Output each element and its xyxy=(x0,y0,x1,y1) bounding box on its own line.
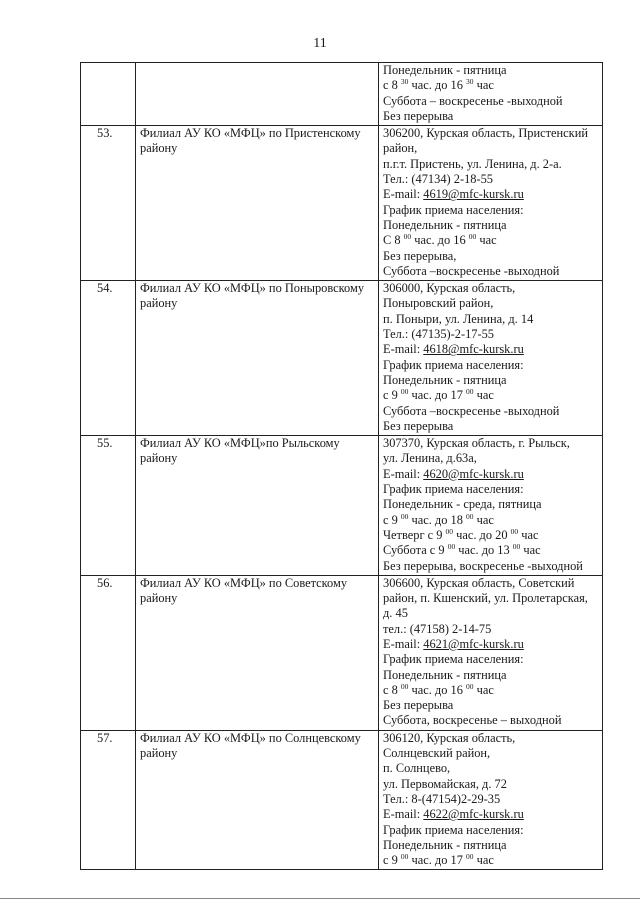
info-text: с 8 xyxy=(383,682,401,697)
branch-name: Филиал АУ КО «МФЦ» по Поныровскому району xyxy=(136,281,379,436)
info-line xyxy=(383,559,599,574)
table-row xyxy=(81,63,603,126)
info-line xyxy=(383,218,599,233)
page-number: 11 xyxy=(313,36,327,51)
info-text: п.г.т. Пристень, ул. Ленина, д. 2-а. xyxy=(383,156,562,171)
info-text: час. до 17 xyxy=(408,388,466,403)
time-superscript: 00 xyxy=(466,387,474,397)
branch-name: Филиал АУ КО «МФЦ»по Рыльскому району xyxy=(136,436,379,576)
info-line xyxy=(383,419,599,434)
info-line xyxy=(383,746,599,761)
info-line xyxy=(383,698,599,713)
info-line xyxy=(383,668,599,683)
time-superscript: 00 xyxy=(466,852,474,862)
info-text: час xyxy=(476,233,497,248)
info-line xyxy=(383,652,599,667)
info-line xyxy=(383,637,599,652)
row-number: 56. xyxy=(81,575,136,730)
info-text: час. до 16 xyxy=(411,233,469,248)
branch-contact-info xyxy=(379,126,603,281)
info-text: час xyxy=(473,512,494,527)
time-superscript: 00 xyxy=(400,681,409,691)
branch-contact-info xyxy=(379,63,603,126)
info-text: час. до 13 xyxy=(455,543,513,558)
info-text: Суббота – воскресенье -выходной xyxy=(383,93,563,108)
info-text: час xyxy=(473,78,494,93)
info-line xyxy=(383,281,599,296)
info-text: час xyxy=(520,543,541,558)
info-text: Поныровский район, xyxy=(383,296,494,311)
info-text: ул. Первомайская, д. 72 xyxy=(383,776,507,791)
info-text: Без перерыва xyxy=(383,418,454,433)
info-line xyxy=(383,436,599,451)
info-text: График приема населения: xyxy=(383,357,524,372)
info-text: час. до 16 xyxy=(408,682,466,697)
email-address: 4621@mfc-kursk.ru xyxy=(423,636,524,651)
info-text: час. до 17 xyxy=(408,853,466,868)
time-superscript: 00 xyxy=(466,511,474,521)
info-text: Понедельник - пятница xyxy=(383,667,507,682)
info-text: График приема населения: xyxy=(383,822,524,837)
row-number xyxy=(81,63,136,126)
info-line xyxy=(383,233,599,248)
info-line xyxy=(383,761,599,776)
info-text: час xyxy=(473,853,494,868)
info-line xyxy=(383,591,599,606)
row-number: 55. xyxy=(81,436,136,576)
email-address: 4622@mfc-kursk.ru xyxy=(423,807,524,822)
info-line xyxy=(383,622,599,637)
branch-table-body xyxy=(81,63,603,870)
info-text: с 9 xyxy=(383,388,401,403)
info-line xyxy=(383,543,599,558)
info-text: E-mail: xyxy=(383,187,424,202)
info-text: д. 45 xyxy=(383,606,408,621)
email-address: 4620@mfc-kursk.ru xyxy=(423,466,524,481)
time-superscript: 30 xyxy=(400,77,409,87)
info-line xyxy=(383,157,599,172)
branch-name: Филиал АУ КО «МФЦ» по Солнцевскому району xyxy=(136,730,379,870)
info-line xyxy=(383,358,599,373)
info-text: тел.: (47158) 2-14-75 xyxy=(383,621,492,636)
info-text: Суббота –воскресенье -выходной xyxy=(383,403,560,418)
info-line xyxy=(383,853,599,868)
info-text: Понедельник - пятница xyxy=(383,217,507,232)
info-line xyxy=(383,109,599,124)
info-line xyxy=(383,78,599,93)
info-line xyxy=(383,731,599,746)
email-address: 4619@mfc-kursk.ru xyxy=(423,187,524,202)
branch-contact-info xyxy=(379,575,603,730)
time-superscript: 00 xyxy=(445,526,454,536)
info-text: График приема населения: xyxy=(383,652,524,667)
info-text: ул. Ленина, д.63а, xyxy=(383,451,477,466)
info-text: 306600, Курская область, Советский xyxy=(383,575,575,590)
info-text: Солнцевский район, xyxy=(383,746,491,761)
info-line xyxy=(383,249,599,264)
info-text: 306200, Курская область, Пристенский xyxy=(383,126,588,141)
info-line xyxy=(383,528,599,543)
info-text: Без перерыва xyxy=(383,108,454,123)
info-text: Без перерыва xyxy=(383,698,454,713)
info-text: E-mail: xyxy=(383,466,424,481)
info-text: График приема населения: xyxy=(383,482,524,497)
info-line xyxy=(383,312,599,327)
info-text: Суббота с 9 xyxy=(383,543,448,558)
branch-table xyxy=(80,62,603,870)
info-line xyxy=(383,404,599,419)
info-text: 307370, Курская область, г. Рыльск, xyxy=(383,436,570,451)
time-superscript: 00 xyxy=(400,387,409,397)
time-superscript: 00 xyxy=(447,542,456,552)
info-text: E-mail: xyxy=(383,636,424,651)
info-text: час xyxy=(473,388,494,403)
table-row xyxy=(81,575,603,730)
email-address: 4618@mfc-kursk.ru xyxy=(423,342,524,357)
time-superscript: 00 xyxy=(468,232,477,242)
info-line xyxy=(383,187,599,202)
info-text: п. Поныри, ул. Ленина, д. 14 xyxy=(383,311,534,326)
branch-contact-info xyxy=(379,281,603,436)
info-text: Без перерыва, xyxy=(383,248,457,263)
info-text: Понедельник - среда, пятница xyxy=(383,497,542,512)
info-line xyxy=(383,467,599,482)
time-superscript: 00 xyxy=(400,852,409,862)
info-line xyxy=(383,126,599,141)
time-superscript: 00 xyxy=(466,681,474,691)
info-line xyxy=(383,513,599,528)
info-text: час xyxy=(518,527,539,542)
info-text: Суббота, воскресенье – выходной xyxy=(383,713,562,728)
info-line xyxy=(383,482,599,497)
branch-name: Филиал АУ КО «МФЦ» по Советскому району xyxy=(136,575,379,730)
info-line xyxy=(383,823,599,838)
table-row xyxy=(81,730,603,870)
info-text: час. до 20 xyxy=(453,527,511,542)
info-text: п. Солнцево, xyxy=(383,761,451,776)
branch-name: Филиал АУ КО «МФЦ» по Пристенскому району xyxy=(136,126,379,281)
table-row xyxy=(81,281,603,436)
info-line xyxy=(383,327,599,342)
info-text: с 9 xyxy=(383,512,401,527)
info-text: E-mail: xyxy=(383,342,424,357)
info-line xyxy=(383,838,599,853)
time-superscript: 00 xyxy=(510,526,519,536)
table-row xyxy=(81,126,603,281)
info-line xyxy=(383,203,599,218)
info-text: Четверг с 9 xyxy=(383,527,446,542)
info-text: с 9 xyxy=(383,853,401,868)
info-text: час. до 16 xyxy=(408,78,466,93)
info-line xyxy=(383,296,599,311)
time-superscript: 30 xyxy=(466,77,474,87)
row-number: 57. xyxy=(81,730,136,870)
branch-contact-info xyxy=(379,436,603,576)
info-text: Понедельник - пятница xyxy=(383,63,507,77)
info-text: район, xyxy=(383,141,418,156)
info-text: E-mail: xyxy=(383,807,424,822)
info-line xyxy=(383,373,599,388)
info-line xyxy=(383,388,599,403)
info-text: Тел.: (47134) 2-18-55 xyxy=(383,172,493,187)
info-text: Понедельник - пятница xyxy=(383,372,507,387)
info-text: 306000, Курская область, xyxy=(383,281,516,296)
info-line xyxy=(383,777,599,792)
info-line xyxy=(383,792,599,807)
info-line xyxy=(383,94,599,109)
info-line xyxy=(383,713,599,728)
info-line xyxy=(383,342,599,357)
info-line xyxy=(383,807,599,822)
info-line xyxy=(383,451,599,466)
info-line xyxy=(383,497,599,512)
info-text: С 8 xyxy=(383,233,404,248)
branch-name xyxy=(136,63,379,126)
info-text: Тел.: (47135)-2-17-55 xyxy=(383,327,495,342)
info-text: час xyxy=(473,682,494,697)
info-line xyxy=(383,63,599,78)
info-line xyxy=(383,683,599,698)
info-text: с 8 xyxy=(383,78,401,93)
table-row xyxy=(81,436,603,576)
info-line xyxy=(383,606,599,621)
bottom-rule xyxy=(0,898,640,899)
row-number: 54. xyxy=(81,281,136,436)
info-text: График приема населения: xyxy=(383,202,524,217)
info-text: Без перерыва, воскресенье -выходной xyxy=(383,558,583,573)
time-superscript: 00 xyxy=(403,232,412,242)
row-number: 53. xyxy=(81,126,136,281)
info-line xyxy=(383,576,599,591)
info-text: район, п. Кшенский, ул. Пролетарская, xyxy=(383,591,588,606)
time-superscript: 00 xyxy=(400,511,409,521)
info-line xyxy=(383,172,599,187)
info-text: час. до 18 xyxy=(408,512,466,527)
info-line xyxy=(383,264,599,279)
info-text: Тел.: 8-(47154)2-29-35 xyxy=(383,791,501,806)
info-line xyxy=(383,141,599,156)
time-superscript: 00 xyxy=(512,542,521,552)
info-text: Суббота –воскресенье -выходной xyxy=(383,263,560,278)
info-text: Понедельник - пятница xyxy=(383,837,507,852)
branch-contact-info xyxy=(379,730,603,870)
info-text: 306120, Курская область, xyxy=(383,730,516,745)
